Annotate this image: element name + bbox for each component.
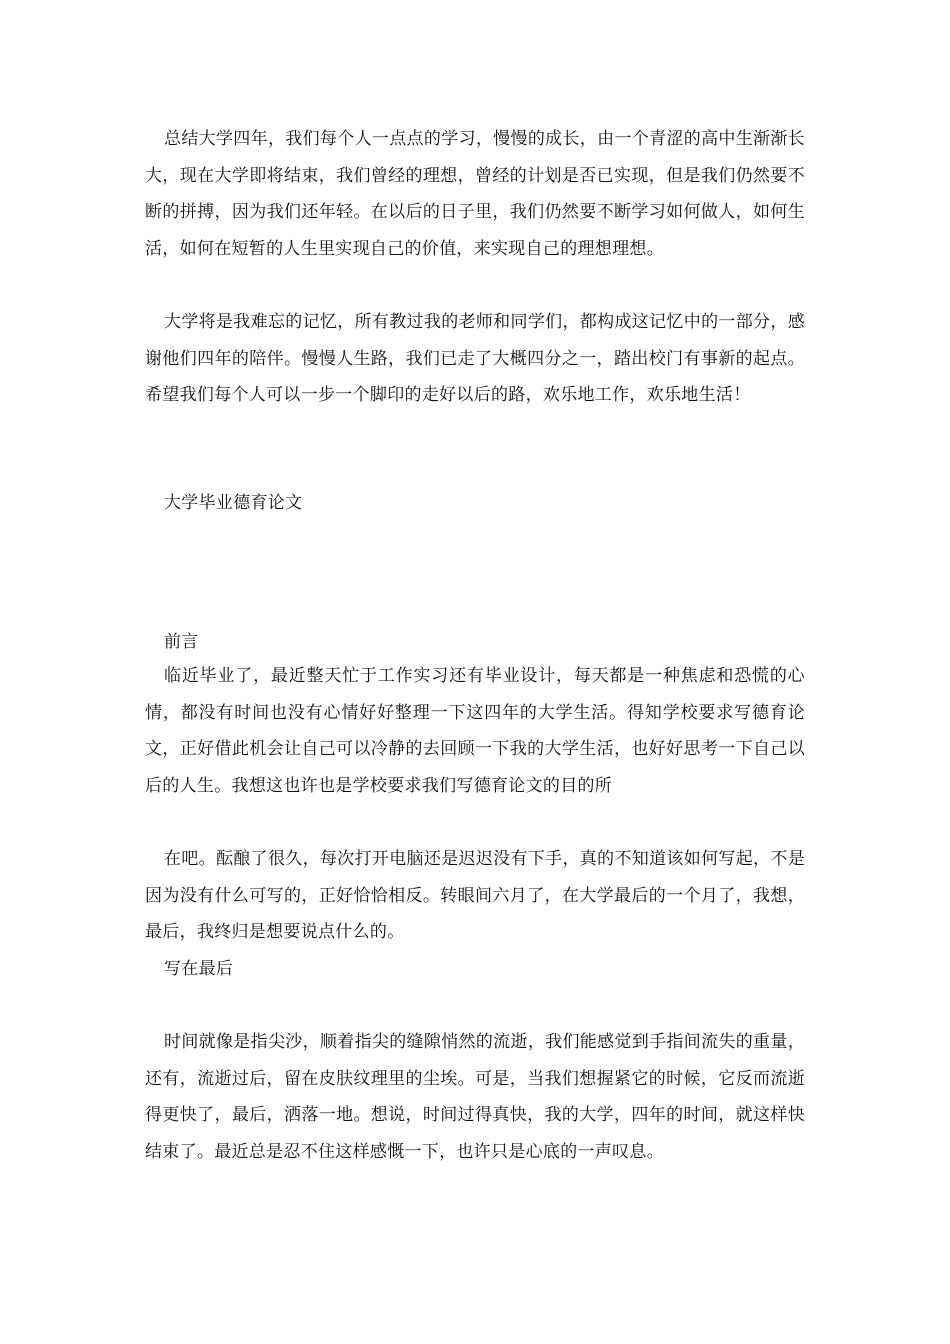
paragraph-preface: 临近毕业了，最近整天忙于工作实习还有毕业设计，每天都是一种焦虑和恐慌的心情，都没有时间也没有心情好好整理一下这四年的大学生活。得知学校要求写德育论文，正好借此机会让自己可以冷静的去回顾一下我的大学生活，也好好思考一下自己以后的人生。我想这也许也是学校要求我们写德育论文的目的所	[145, 666, 805, 796]
paragraph-preface-continued: 在吧。酝酿了很久，每次打开电脑还是迟迟没有下手，真的不知道该如何写起，不是因为没有什么可写的，正好恰恰相反。转眼间六月了，在大学最后的一个月了，我想，最后，我终归是想要说点什么的。	[145, 849, 805, 942]
paragraph-time: 时间就像是指尖沙，顺着指尖的缝隙悄然的流逝，我们能感觉到手指间流失的重量，还有，流逝过后，留在皮肤纹理里的尘埃。可是，当我们想握紧它的时候，它反而流逝得更快了，最后，洒落一地。想说，时间过得真快，我的大学，四年的时间，就这样快结束了。最近总是忍不住这样感慨一下，也许只是心底的一声叹息。	[145, 1032, 805, 1162]
paragraph-memory: 大学将是我难忘的记忆，所有教过我的老师和同学们，都构成这记忆中的一部分，感谢他们四年的陪伴。慢慢人生路，我们已走了大概四分之一，踏出校门有事新的起点。希望我们每个人可以一步一个脚印的走好以后的路，欢乐地工作，欢乐地生活！	[145, 312, 805, 405]
last-section-heading: 写在最后	[164, 959, 234, 979]
essay-title: 大学毕业德育论文	[164, 493, 303, 513]
paragraph-summary: 总结大学四年，我们每个人一点点的学习，慢慢的成长，由一个青涩的高中生渐渐长大，现在大学即将结束，我们曾经的理想，曾经的计划是否已实现，但是我们仍然要不断的拼搏，因为我们还年轻。在以后的日子里，我们仍然要不断学习如何做人，如何生活，如何在短暂的人生里实现自己的价值，来实现自己的理想理想。	[145, 129, 805, 259]
preface-heading: 前言	[164, 632, 199, 652]
